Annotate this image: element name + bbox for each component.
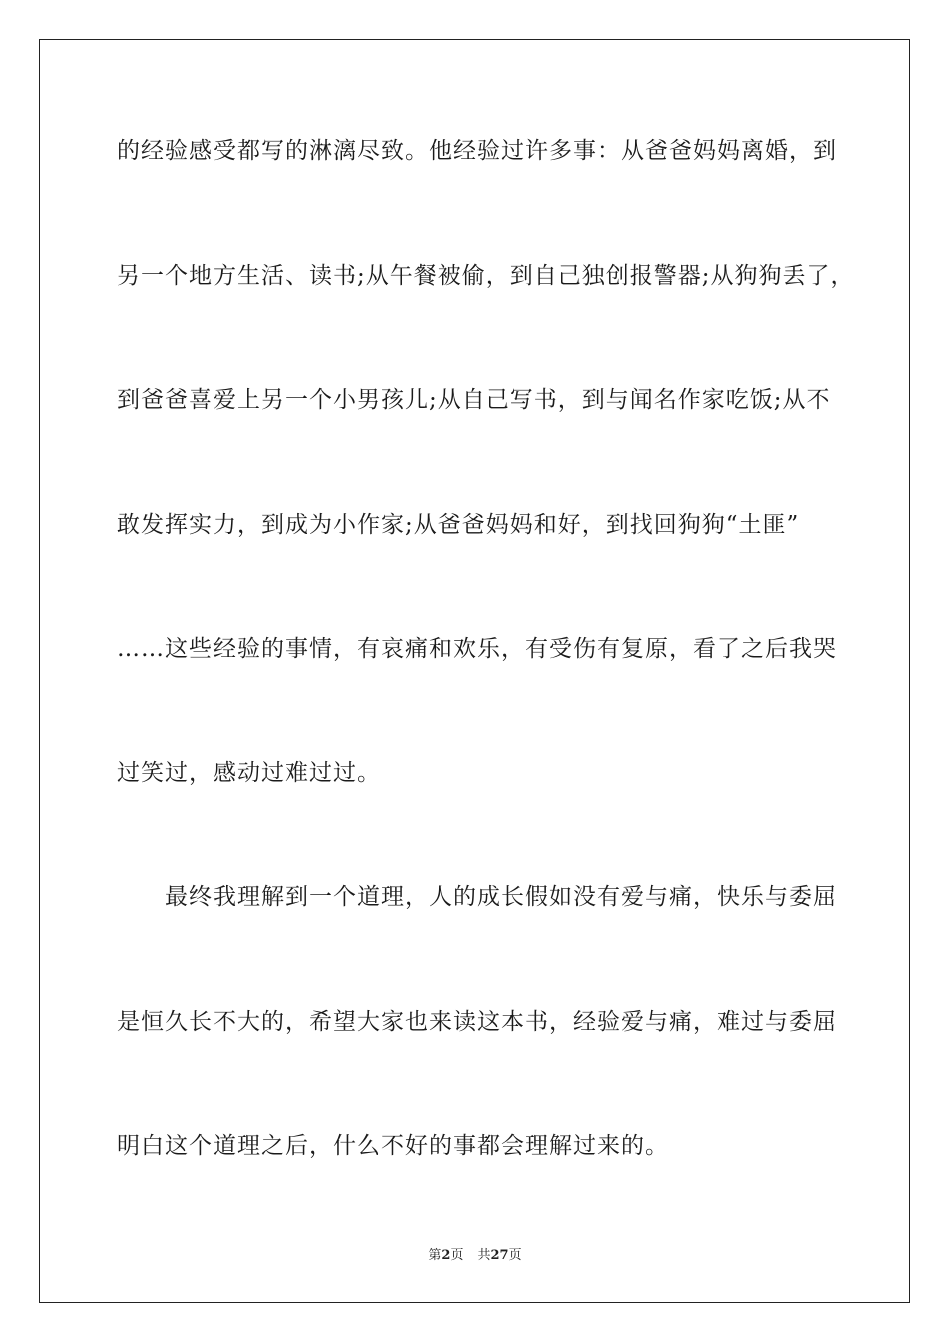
total-suffix: 页	[508, 1248, 522, 1263]
total-pages: 27	[490, 1248, 509, 1263]
text-line-6: 过笑过，感动过难过过。	[117, 760, 381, 786]
page-suffix: 页	[450, 1248, 464, 1263]
page-footer	[0, 1248, 950, 1264]
page-number: 2	[441, 1248, 451, 1263]
text-line-8: 是恒久长不大的，希望大家也来读这本书，经验爱与痛，难过与委屈	[117, 1009, 837, 1035]
total-prefix: 共	[477, 1248, 491, 1263]
page-prefix: 第	[428, 1248, 442, 1263]
text-line-2: 另一个地方生活、读书;从午餐被偷，到自己独创报警器;从狗狗丢了，	[117, 263, 855, 289]
text-line-9: 明白这个道理之后，什么不好的事都会理解过来的。	[117, 1133, 669, 1159]
text-line-1: 的经验感受都写的淋漓尽致。他经验过许多事：从爸爸妈妈离婚，到	[117, 138, 837, 164]
text-line-5: ……这些经验的事情，有哀痛和欢乐，有受伤有复原，看了之后我哭	[117, 636, 837, 662]
text-line-7: 最终我理解到一个道理，人的成长假如没有爱与痛，快乐与委屈	[117, 884, 837, 910]
text-line-3: 到爸爸喜爱上另一个小男孩儿;从自己写书，到与闻名作家吃饭;从不	[117, 387, 831, 413]
text-line-4: 敢发挥实力，到成为小作家;从爸爸妈妈和好，到找回狗狗“土匪”	[117, 512, 800, 538]
page-border	[39, 39, 910, 1303]
